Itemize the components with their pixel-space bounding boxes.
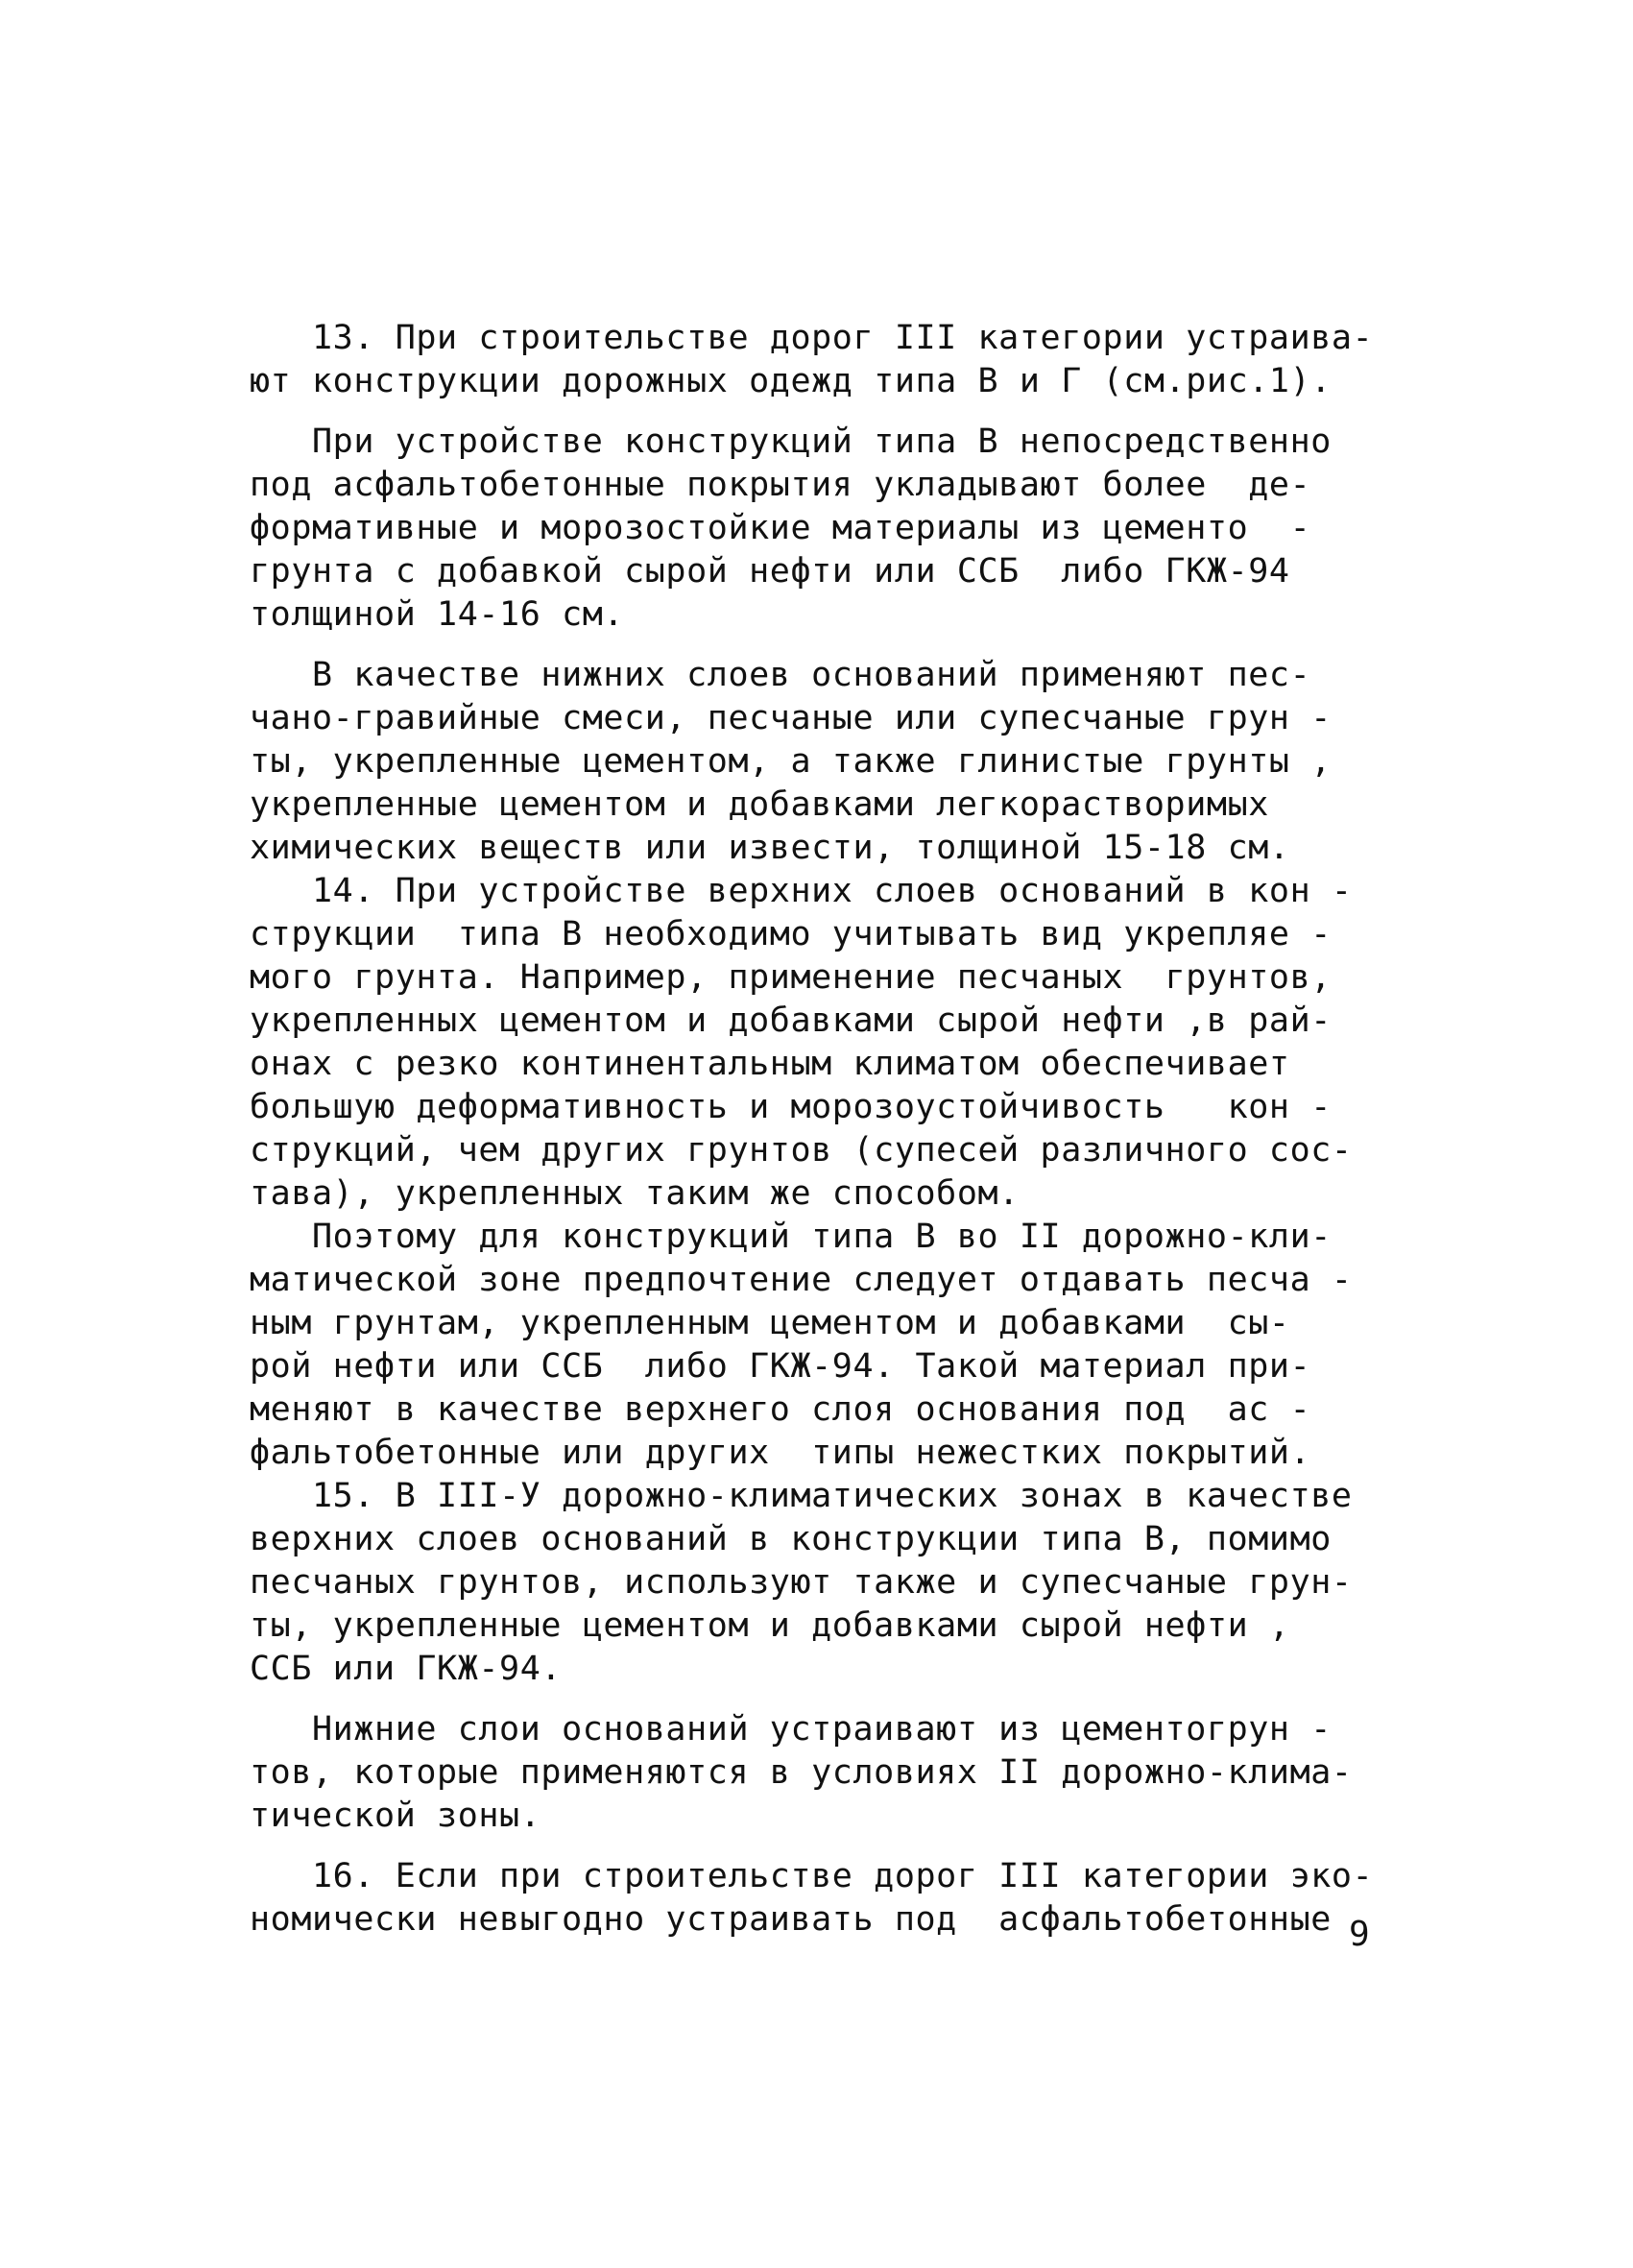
text-line: При устройстве конструкций типа В непосредственно bbox=[250, 422, 1332, 461]
text-line: 14. При устройстве верхних слоев оснований в кон - bbox=[250, 872, 1353, 910]
text-line: ты, укрепленные цементом и добавками сырой нефти , bbox=[250, 1606, 1290, 1645]
paragraph-therefore bbox=[250, 1216, 1382, 1475]
text-line: рой нефти или ССБ либо ГКЖ-94. Такой материал при- bbox=[250, 1347, 1311, 1386]
text-line: верхних слоев оснований в конструкции типа В, помимо bbox=[250, 1520, 1332, 1558]
text-line: фальтобетонные или других типы нежестких покрытий. bbox=[250, 1434, 1311, 1472]
text-line: ным грунтам, укрепленным цементом и добавками сы- bbox=[250, 1304, 1290, 1342]
paragraph-13 bbox=[250, 317, 1382, 403]
text-line: ты, укрепленные цементом, а также глинистые грунты , bbox=[250, 742, 1332, 781]
text-line: чано-гравийные смеси, песчаные или супесчаные грун - bbox=[250, 699, 1332, 737]
paragraph-14 bbox=[250, 870, 1382, 1216]
text-line: меняют в качестве верхнего слоя основания под ас - bbox=[250, 1390, 1311, 1429]
text-line: ССБ или ГКЖ-94. bbox=[250, 1650, 563, 1688]
text-line: матической зоне предпочтение следует отдавать песча - bbox=[250, 1261, 1353, 1299]
text-line: большую деформативность и морозоустойчивость кон - bbox=[250, 1088, 1332, 1126]
paragraph-lower-base bbox=[250, 1708, 1382, 1838]
text-line: В качестве нижних слоев оснований применяют пес- bbox=[250, 656, 1311, 694]
text-line: химических веществ или извести, толщиной 15-18 см. bbox=[250, 829, 1290, 867]
text-line: струкции типа В необходимо учитывать вид укрепляе - bbox=[250, 915, 1332, 953]
text-line: под асфальтобетонные покрытия укладывают более де- bbox=[250, 466, 1311, 504]
text-line: тава), укрепленных таким же способом. bbox=[250, 1174, 1020, 1213]
text-line: формативные и морозостойкие материалы из цементо - bbox=[250, 509, 1311, 547]
text-line: укрепленные цементом и добавками легкорастворимых bbox=[250, 785, 1269, 824]
paragraph-15 bbox=[250, 1475, 1382, 1691]
text-line: 13. При строительстве дорог III категории устраива- bbox=[250, 319, 1374, 357]
paragraph-lower-layers bbox=[250, 654, 1382, 870]
text-line: тов, которые применяются в условиях II дорожно-клима- bbox=[250, 1753, 1353, 1792]
text-line: толщиной 14-16 см. bbox=[250, 595, 625, 634]
page-number: 9 bbox=[1349, 1915, 1370, 1954]
text-line: песчаных грунтов, используют также и супесчаные грун- bbox=[250, 1563, 1353, 1602]
paragraph-13-continued bbox=[250, 421, 1382, 637]
paragraph-16 bbox=[250, 1855, 1382, 1942]
text-line: укрепленных цементом и добавками сырой нефти ,в рай- bbox=[250, 1001, 1332, 1040]
text-line: онах с резко континентальным климатом обеспечивает bbox=[250, 1045, 1290, 1083]
text-line: номически невыгодно устраивать под асфальтобетонные bbox=[250, 1900, 1332, 1939]
text-line: струкций, чем других грунтов (супесей различного сос- bbox=[250, 1131, 1353, 1170]
text-line: тической зоны. bbox=[250, 1797, 541, 1835]
text-line: грунта с добавкой сырой нефти или ССБ либо ГКЖ-94 bbox=[250, 552, 1290, 591]
text-line: Поэтому для конструкций типа В во II дорожно-кли- bbox=[250, 1218, 1332, 1256]
text-line: 16. Если при строительстве дорог III категории эко- bbox=[250, 1857, 1374, 1895]
text-line: Нижние слои оснований устраивают из цементогрун - bbox=[250, 1710, 1332, 1749]
text-line: мого грунта. Например, применение песчаных грунтов, bbox=[250, 958, 1332, 997]
body-text bbox=[250, 317, 1382, 1942]
text-line: ют конструкции дорожных одежд типа В и Г (см.рис.1). bbox=[250, 362, 1332, 400]
text-line: 15. В III-У дорожно-климатических зонах в качестве bbox=[250, 1477, 1353, 1515]
